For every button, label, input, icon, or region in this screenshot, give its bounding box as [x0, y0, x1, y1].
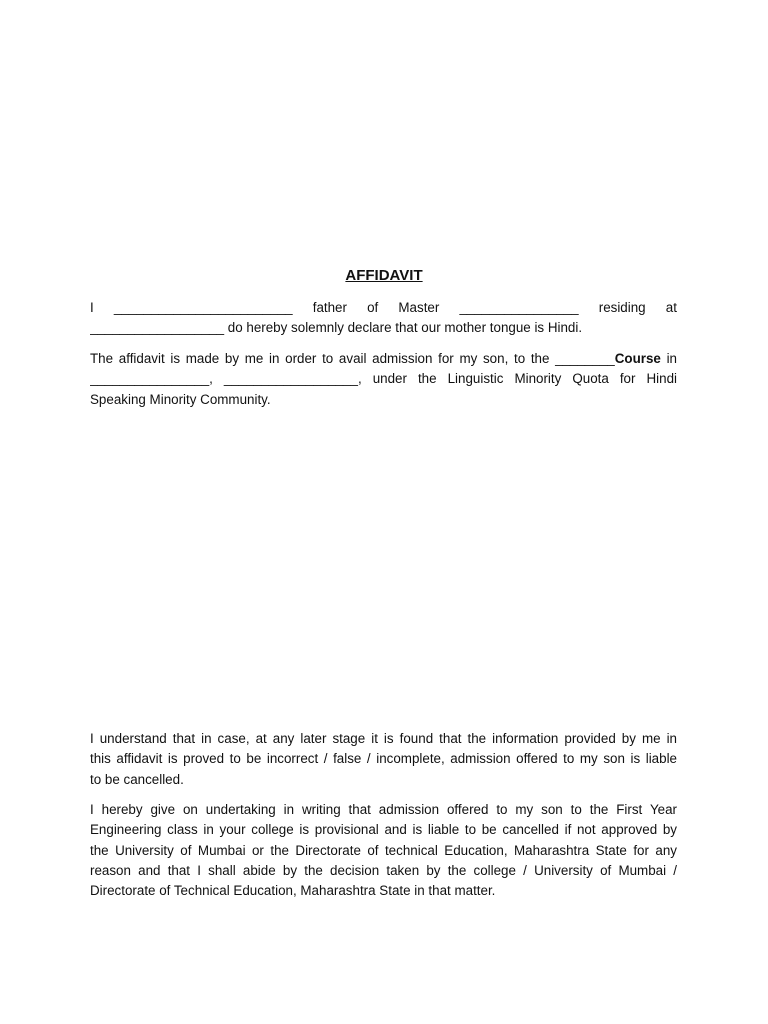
- purpose-line-1: [90, 349, 677, 369]
- course-label: Course: [614, 351, 661, 366]
- undertaking-line-5: Directorate of Technical Education, Maharashtra State in that matter.: [90, 883, 496, 899]
- undertaking-line-1: I hereby give on undertaking in writing that admission offered to my son to the First Year: [90, 802, 677, 817]
- word: Master: [398, 300, 440, 315]
- understanding-paragraph: [90, 729, 677, 790]
- word: of: [367, 300, 379, 315]
- declaration-line-1: [90, 298, 677, 318]
- purpose-line-1-end: in: [660, 351, 677, 366]
- undertaking-line-2: Engineering class in your college is provisional and is liable to be cancelled if not approved by: [90, 822, 677, 838]
- word: father: [312, 300, 347, 315]
- purpose-line-3: Speaking Minority Community.: [90, 391, 271, 407]
- undertaking-line-4: reason and that I shall abide by the decision taken by the college / University of Mumbai /: [90, 862, 677, 878]
- undertaking-line-3: the University of Mumbai or the Directorate of technical Education, Maharashtra State for any: [90, 842, 677, 858]
- document-title: AFFIDAVIT: [345, 267, 423, 284]
- purpose-line-2: ________________, __________________, under the Linguistic Minority Quota for Hindi: [90, 371, 677, 387]
- undertaking-paragraph: [90, 800, 677, 901]
- word: residing: [598, 300, 646, 315]
- understanding-line-3: to be cancelled.: [90, 771, 184, 787]
- father-name-blank: ________________________: [113, 300, 293, 315]
- word: at: [665, 300, 677, 315]
- son-name-blank: ________________: [459, 300, 579, 315]
- declaration-paragraph: [90, 298, 677, 339]
- word: I: [90, 300, 94, 315]
- understanding-line-1: I understand that in case, at any later stage it is found that the information provided by me in: [90, 731, 677, 746]
- understanding-line-2: this affidavit is proved to be incorrect / false / incomplete, admission offered to my son is liable: [90, 751, 677, 767]
- purpose-paragraph: [90, 349, 677, 410]
- purpose-line-1-start: The affidavit is made by me in order to avail admission for my son, to the ________: [90, 351, 615, 366]
- declaration-line-2: __________________ do hereby solemnly declare that our mother tongue is Hindi.: [90, 320, 583, 336]
